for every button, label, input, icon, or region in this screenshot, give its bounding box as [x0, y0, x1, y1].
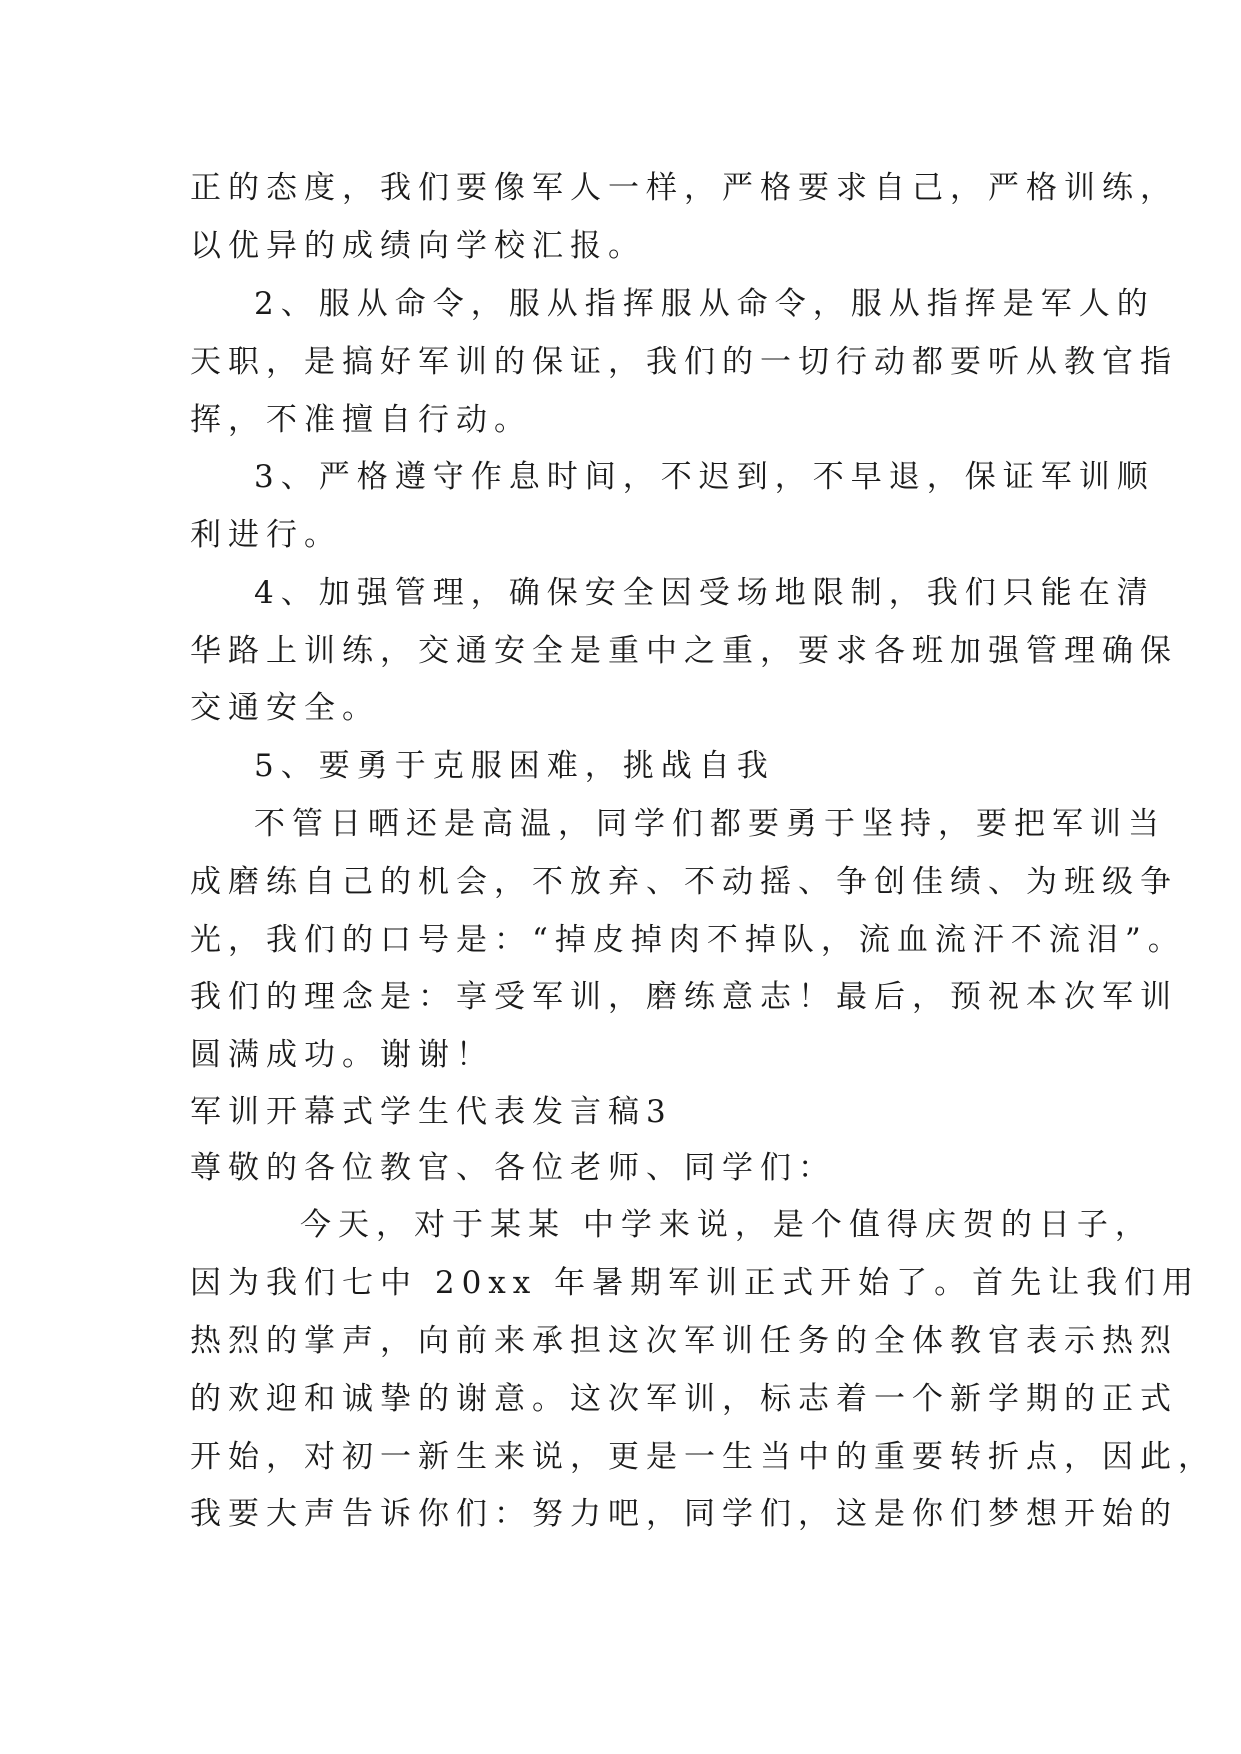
paragraph-line: 因为我们七中 20xx 年暑期军训正式开始了。首先让我们用 [190, 1265, 1201, 1301]
paragraph-line: 2、服从命令，服从指挥服从命令，服从指挥是军人的 [254, 286, 1155, 322]
paragraph-line: 不管日晒还是高温，同学们都要勇于坚持，要把军训当 [254, 806, 1166, 842]
paragraph-line: 正的态度，我们要像军人一样，严格要求自己，严格训练， [190, 170, 1178, 206]
paragraph-line: 的欢迎和诚挚的谢意。这次军训，标志着一个新学期的正式 [190, 1381, 1178, 1417]
paragraph-line: 3、严格遵守作息时间，不迟到，不早退，保证军训顺 [254, 459, 1155, 495]
salutation: 尊敬的各位教官、各位老师、同学们： [190, 1150, 836, 1186]
paragraph-line: 交通安全。 [190, 690, 380, 726]
paragraph-line: 天职，是搞好军训的保证，我们的一切行动都要听从教官指 [190, 344, 1178, 380]
paragraph-line: 利进行。 [190, 517, 342, 553]
paragraph-line: 4、加强管理，确保安全因受场地限制，我们只能在清 [254, 575, 1155, 611]
paragraph-line: 圆满成功。谢谢！ [190, 1037, 494, 1073]
paragraph-line: 我们的理念是：享受军训，磨练意志！最后，预祝本次军训 [190, 979, 1178, 1015]
paragraph-line: 今天，对于某某 中学来说，是个值得庆贺的日子， [300, 1207, 1153, 1243]
paragraph-line: 成磨练自己的机会，不放弃、不动摇、争创佳绩、为班级争 [190, 864, 1178, 900]
paragraph-line: 开始，对初一新生来说，更是一生当中的重要转折点，因此， [190, 1439, 1216, 1475]
paragraph-line: 5、要勇于克服困难，挑战自我 [254, 748, 775, 784]
paragraph-line: 挥，不准擅自行动。 [190, 402, 532, 438]
paragraph-line: 华路上训练，交通安全是重中之重，要求各班加强管理确保 [190, 633, 1178, 669]
paragraph-line: 我要大声告诉你们：努力吧，同学们，这是你们梦想开始的 [190, 1496, 1178, 1532]
paragraph-line: 以优异的成绩向学校汇报。 [190, 228, 646, 264]
paragraph-line: 热烈的掌声，向前来承担这次军训任务的全体教官表示热烈 [190, 1323, 1178, 1359]
section-heading: 军训开幕式学生代表发言稿3 [190, 1094, 673, 1130]
paragraph-line: 光，我们的口号是：“掉皮掉肉不掉队，流血流汗不流泪”。 [190, 922, 1186, 958]
